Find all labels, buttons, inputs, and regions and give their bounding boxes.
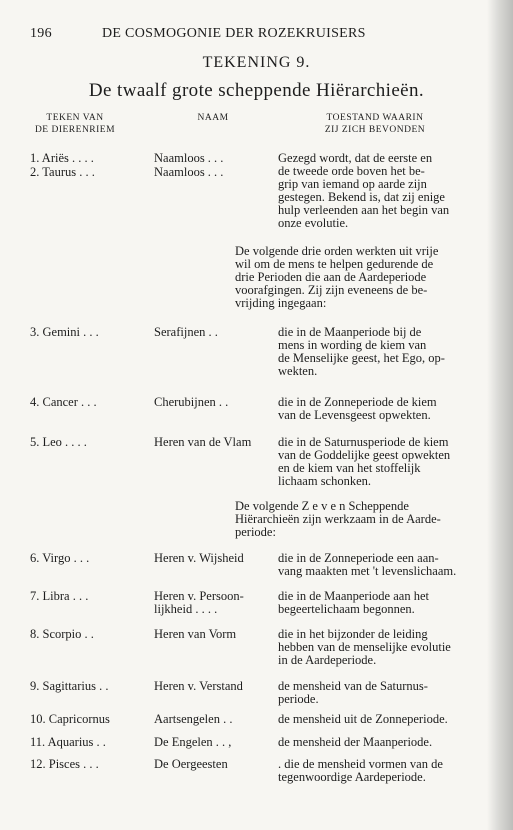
hierarchy-state: de mensheid der Maanperiode.: [278, 735, 433, 749]
hierarchy-name: De Oergeesten: [154, 757, 228, 771]
zodiac-sign: 9. Sagittarius . .: [30, 679, 109, 693]
zodiac-sign: 6. Virgo . . .: [30, 551, 90, 565]
hierarchy-state: de mensheid van de Saturnus- periode.: [278, 679, 428, 706]
column-header-name: NAAM: [197, 113, 229, 123]
hierarchy-state: die in de Saturnusperiode de kiem van de Goddelijke geest opwekten en de kiem van het stoffelijk lichaam schonken.: [278, 435, 451, 488]
hierarchy-state: die in de Zonneperiode een aan- vang maakten met 't levenslichaam.: [278, 551, 457, 578]
hierarchy-name: Heren v. Wijsheid: [154, 551, 244, 565]
hierarchy-name: Aartsengelen . .: [154, 712, 233, 726]
page-title: De twaalf grote scheppende Hiërarchieën.: [88, 80, 425, 101]
hierarchy-state: die in de Maanperiode bij de mens in wording de kiem van de Menselijke geest, het Ego, op- wekten.: [278, 325, 445, 378]
hierarchy-state: Gezegd wordt, dat de eerste en de tweede orde boven het be- grip van iemand op aarde zijn gestegen. Bekend is, dat zij enige hulp verleenden aan het begin van onze evolutie.: [278, 151, 450, 230]
zodiac-sign: 7. Libra . . .: [30, 589, 89, 603]
zodiac-sign: 8. Scorpio . .: [30, 627, 94, 641]
hierarchy-name: De Engelen . . ,: [154, 735, 232, 749]
hierarchy-state: de mensheid uit de Zonneperiode.: [278, 712, 448, 726]
hierarchy-state: die in het bijzonder de leiding hebben van de menselijke evolutie in de Aardeperiode.: [278, 627, 451, 667]
page-number: 196: [30, 26, 52, 41]
running-title: DE COSMOGONIE DER ROZEKRUISERS: [102, 26, 366, 41]
hierarchy-state: die in de Zonneperiode de kiem van de Levensgeest opwekten.: [278, 395, 437, 422]
figure-label: TEKENING 9.: [202, 54, 311, 71]
hierarchy-name: Serafijnen . .: [154, 325, 218, 339]
hierarchy-name: Heren van de Vlam: [154, 435, 252, 449]
hierarchy-name: Heren van Vorm: [154, 627, 237, 641]
hierarchy-state: . die de mensheid vormen van de tegenwoordige Aardeperiode.: [278, 757, 443, 784]
hierarchy-name: Heren v. Verstand: [154, 679, 243, 693]
hierarchy-name: Naamloos . . .: [154, 165, 224, 179]
zodiac-sign: 1. Ariës . . . .: [30, 151, 94, 165]
zodiac-sign: 4. Cancer . . .: [30, 395, 97, 409]
column-header-sign: TEKEN VAN DE DIERENRIEM: [34, 113, 116, 135]
hierarchy-name: Heren v. Persoon- lijkheid . . . .: [154, 589, 244, 616]
hierarchy-name: Cherubijnen . .: [154, 395, 229, 409]
hierarchy-state: die in de Maanperiode aan het begeertelichaam begonnen.: [278, 589, 429, 616]
zodiac-sign: 11. Aquarius . .: [30, 735, 106, 749]
zodiac-sign: 2. Taurus . . .: [30, 165, 95, 179]
column-header-state: TOESTAND WAARIN ZIJ ZICH BEVONDEN: [324, 113, 426, 135]
zodiac-sign: 12. Pisces . . .: [30, 757, 99, 771]
hierarchy-name: Naamloos . . .: [154, 151, 224, 165]
zodiac-sign: 5. Leo . . . .: [30, 435, 87, 449]
note-seven-hierarchies: De volgende Z e v e n Scheppende Hiërarchieën zijn werkzaam in de Aarde- periode:: [235, 499, 441, 539]
note-three-orders: De volgende drie orden werkten uit vrije wil om de mens te helpen gedurende de drie Perioden die aan de Aardeperiode voorafgingen. Zij zijn eveneens de be- vrijding ingegaan:: [235, 244, 439, 310]
zodiac-sign: 3. Gemini . . .: [30, 325, 99, 339]
zodiac-sign: 10. Capricornus: [30, 712, 110, 726]
